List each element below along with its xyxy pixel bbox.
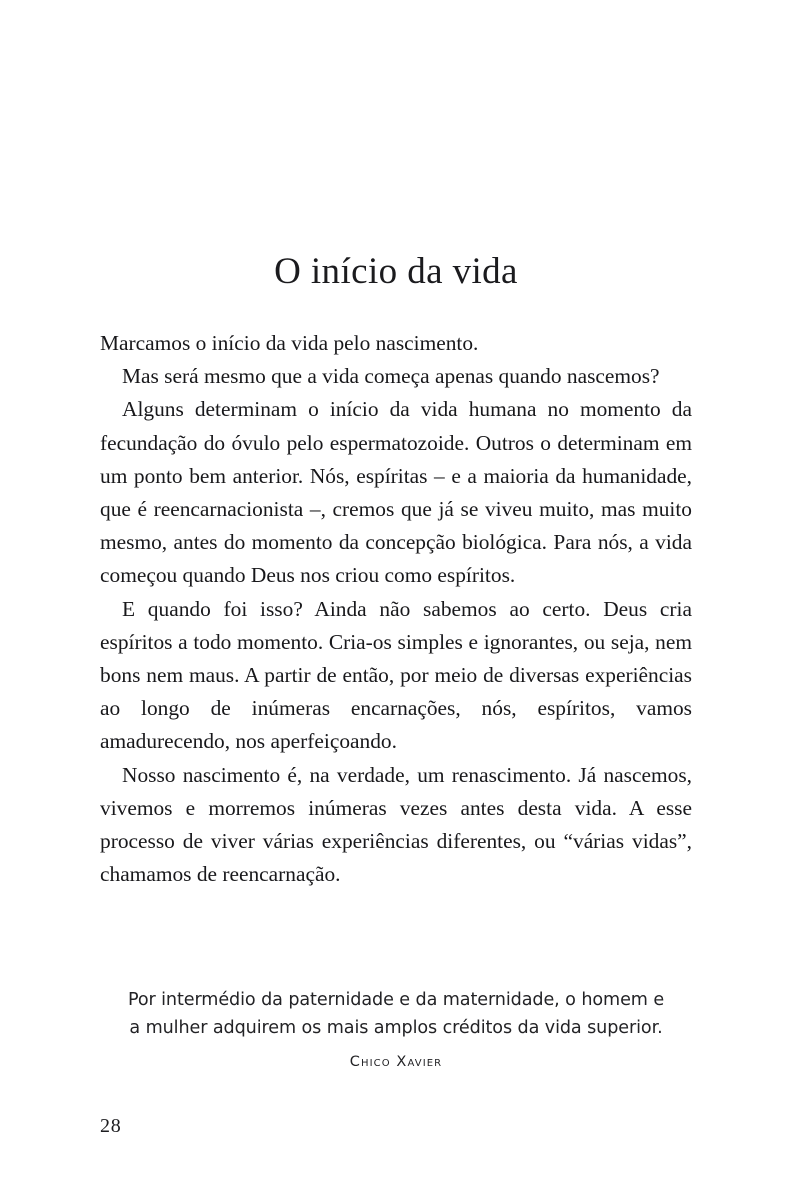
paragraph-4: E quando foi isso? Ainda não sabemos ao certo. Deus cria espíritos a todo momento. Cria-os simples e ignorantes, ou seja, nem bons nem maus. A partir de então, por meio de diversas experiências ao longo de inúmeras encarnações, nós, espíritos, vamos amadurecendo, nos aperfeiçoando.: [100, 596, 692, 754]
quote-attribution: Chico Xavier: [349, 1054, 443, 1070]
body-text-block: [100, 327, 692, 891]
paragraph-5: Nosso nascimento é, na verdade, um renascimento. Já nascemos, vivemos e morremos inúmeras vezes antes desta vida. A esse processo de viver várias experiências diferentes, ou “várias vidas”, chamamos de reencarnação.: [100, 762, 692, 887]
quote-line-1: Por intermédio da paternidade e da maternidade, o homem e: [127, 990, 665, 1010]
paragraph-3: Alguns determinam o início da vida humana no momento da fecundação do óvulo pelo espermatozoide. Outros o determinam em um ponto bem anterior. Nós, espíritas – e a maioria da humanidade, que é reencarnacionista –, cremos que já se viveu muito, mas muito mesmo, antes do momento da concepção biológica. Para nós, a vida começou quando Deus nos criou como espíritos.: [100, 397, 692, 588]
pull-quote: [100, 986, 692, 1072]
paragraph-2: Mas será mesmo que a vida começa apenas quando nascemos?: [122, 364, 660, 389]
page-number: 28: [100, 1115, 122, 1137]
paragraph-1: Marcamos o início da vida pelo nascimento.: [100, 331, 479, 355]
page-title: O início da vida: [274, 250, 518, 292]
quote-line-2: a mulher adquirem os mais amplos créditos da vida superior.: [129, 1018, 663, 1038]
